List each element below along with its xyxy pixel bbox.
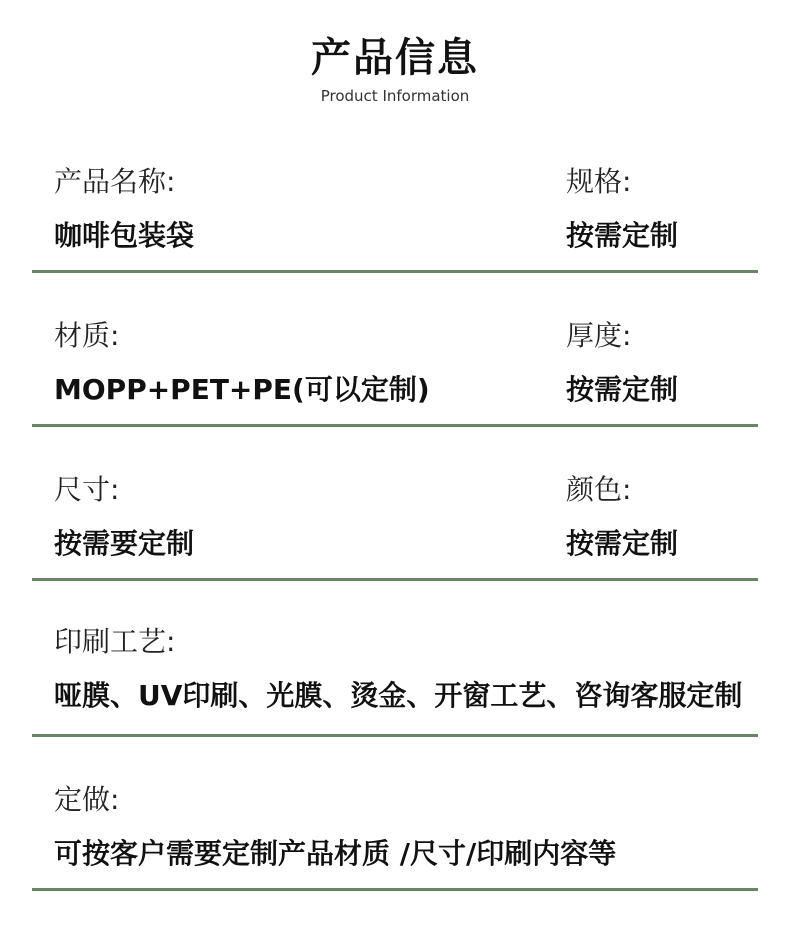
material-field (54, 316, 430, 410)
product-name-field (54, 162, 194, 256)
material-label: 材质: (54, 319, 120, 352)
spec-field (566, 162, 678, 256)
thickness-label: 厚度: (566, 319, 632, 352)
size-field (54, 470, 194, 564)
printing-value: 哑膜、UV印刷、光膜、烫金、开窗工艺、咨询客服定制 (54, 679, 743, 712)
spec-label: 规格: (566, 165, 632, 198)
info-row-custom (32, 780, 758, 891)
color-field (566, 470, 678, 564)
page-header (0, 30, 790, 106)
info-row-printing (32, 622, 758, 737)
printing-label: 印刷工艺: (54, 625, 176, 658)
product-name-label: 产品名称: (54, 165, 176, 198)
info-row-size-color (32, 470, 758, 581)
size-value: 按需要定制 (54, 527, 195, 560)
custom-value: 可按客户需要定制产品材质 /尺寸/印刷内容等 (54, 837, 617, 870)
printing-field (54, 622, 742, 716)
material-value: MOPP+PET+PE(可以定制) (54, 373, 430, 406)
custom-field (54, 780, 616, 874)
spec-value: 按需定制 (566, 219, 679, 252)
info-row-material-thickness (32, 316, 758, 427)
color-value: 按需定制 (566, 527, 679, 560)
product-name-value: 咖啡包装袋 (54, 219, 195, 252)
page-title: 产品信息 (311, 35, 479, 81)
color-label: 颜色: (566, 473, 632, 506)
thickness-field (566, 316, 678, 410)
thickness-value: 按需定制 (566, 373, 679, 406)
info-row-name-spec (32, 162, 758, 273)
size-label: 尺寸: (54, 473, 120, 506)
custom-label: 定做: (54, 783, 120, 816)
page-subtitle: Product Information (320, 87, 470, 105)
